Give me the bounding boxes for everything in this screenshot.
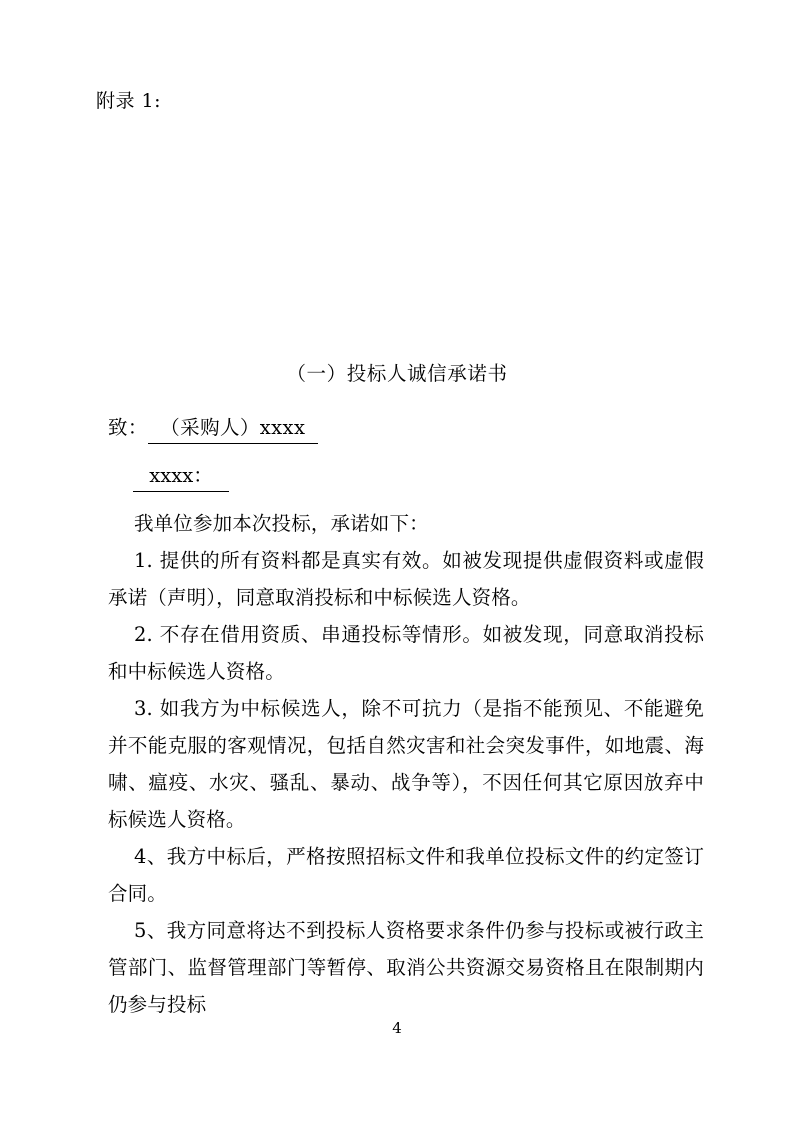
addressee-to-label: 致： — [108, 416, 148, 439]
commitment-item-2: 2. 不存在借用资质、串通投标等情形。如被发现，同意取消投标和中标候选人资格。 — [108, 623, 704, 683]
commitment-item-5: 5、我方同意将达不到投标人资格要求条件仍参与投标或被行政主管部门、监督管理部门等暂停、取消公共资源交易资格且在限制期内仍参与投标 — [108, 919, 704, 1016]
body-intro-paragraph: 我单位参加本次投标，承诺如下： — [134, 512, 429, 535]
salutation-line — [133, 462, 229, 492]
commitment-item-4: 4、我方中标后，严格按照招标文件和我单位投标文件的约定签订合同。 — [108, 845, 704, 905]
addressee-purchaser-field[interactable]: （采购人）xxxx — [148, 414, 318, 444]
commitment-item-1: 1. 提供的所有资料都是真实有效。如被发现提供虚假资料或虚假承诺（声明），同意取消投标和中标候选人资格。 — [108, 549, 704, 609]
salutation-field[interactable]: xxxx： — [133, 462, 229, 492]
commitment-item-3: 3. 如我方为中标候选人，除不可抗力（是指不能预见、不能避免并不能克服的客观情况，包括自然灾害和社会突发事件，如地震、海啸、瘟疫、水灾、骚乱、暴动、战争等），不因任何其它原因放弃中标候选人资格。 — [108, 697, 704, 831]
appendix-label: 附录 1: — [96, 90, 162, 112]
addressee-line — [108, 414, 318, 444]
document-title: （一）投标人诚信承诺书 — [286, 362, 508, 385]
page-number: 4 — [392, 1019, 402, 1037]
document-body — [108, 505, 704, 1023]
